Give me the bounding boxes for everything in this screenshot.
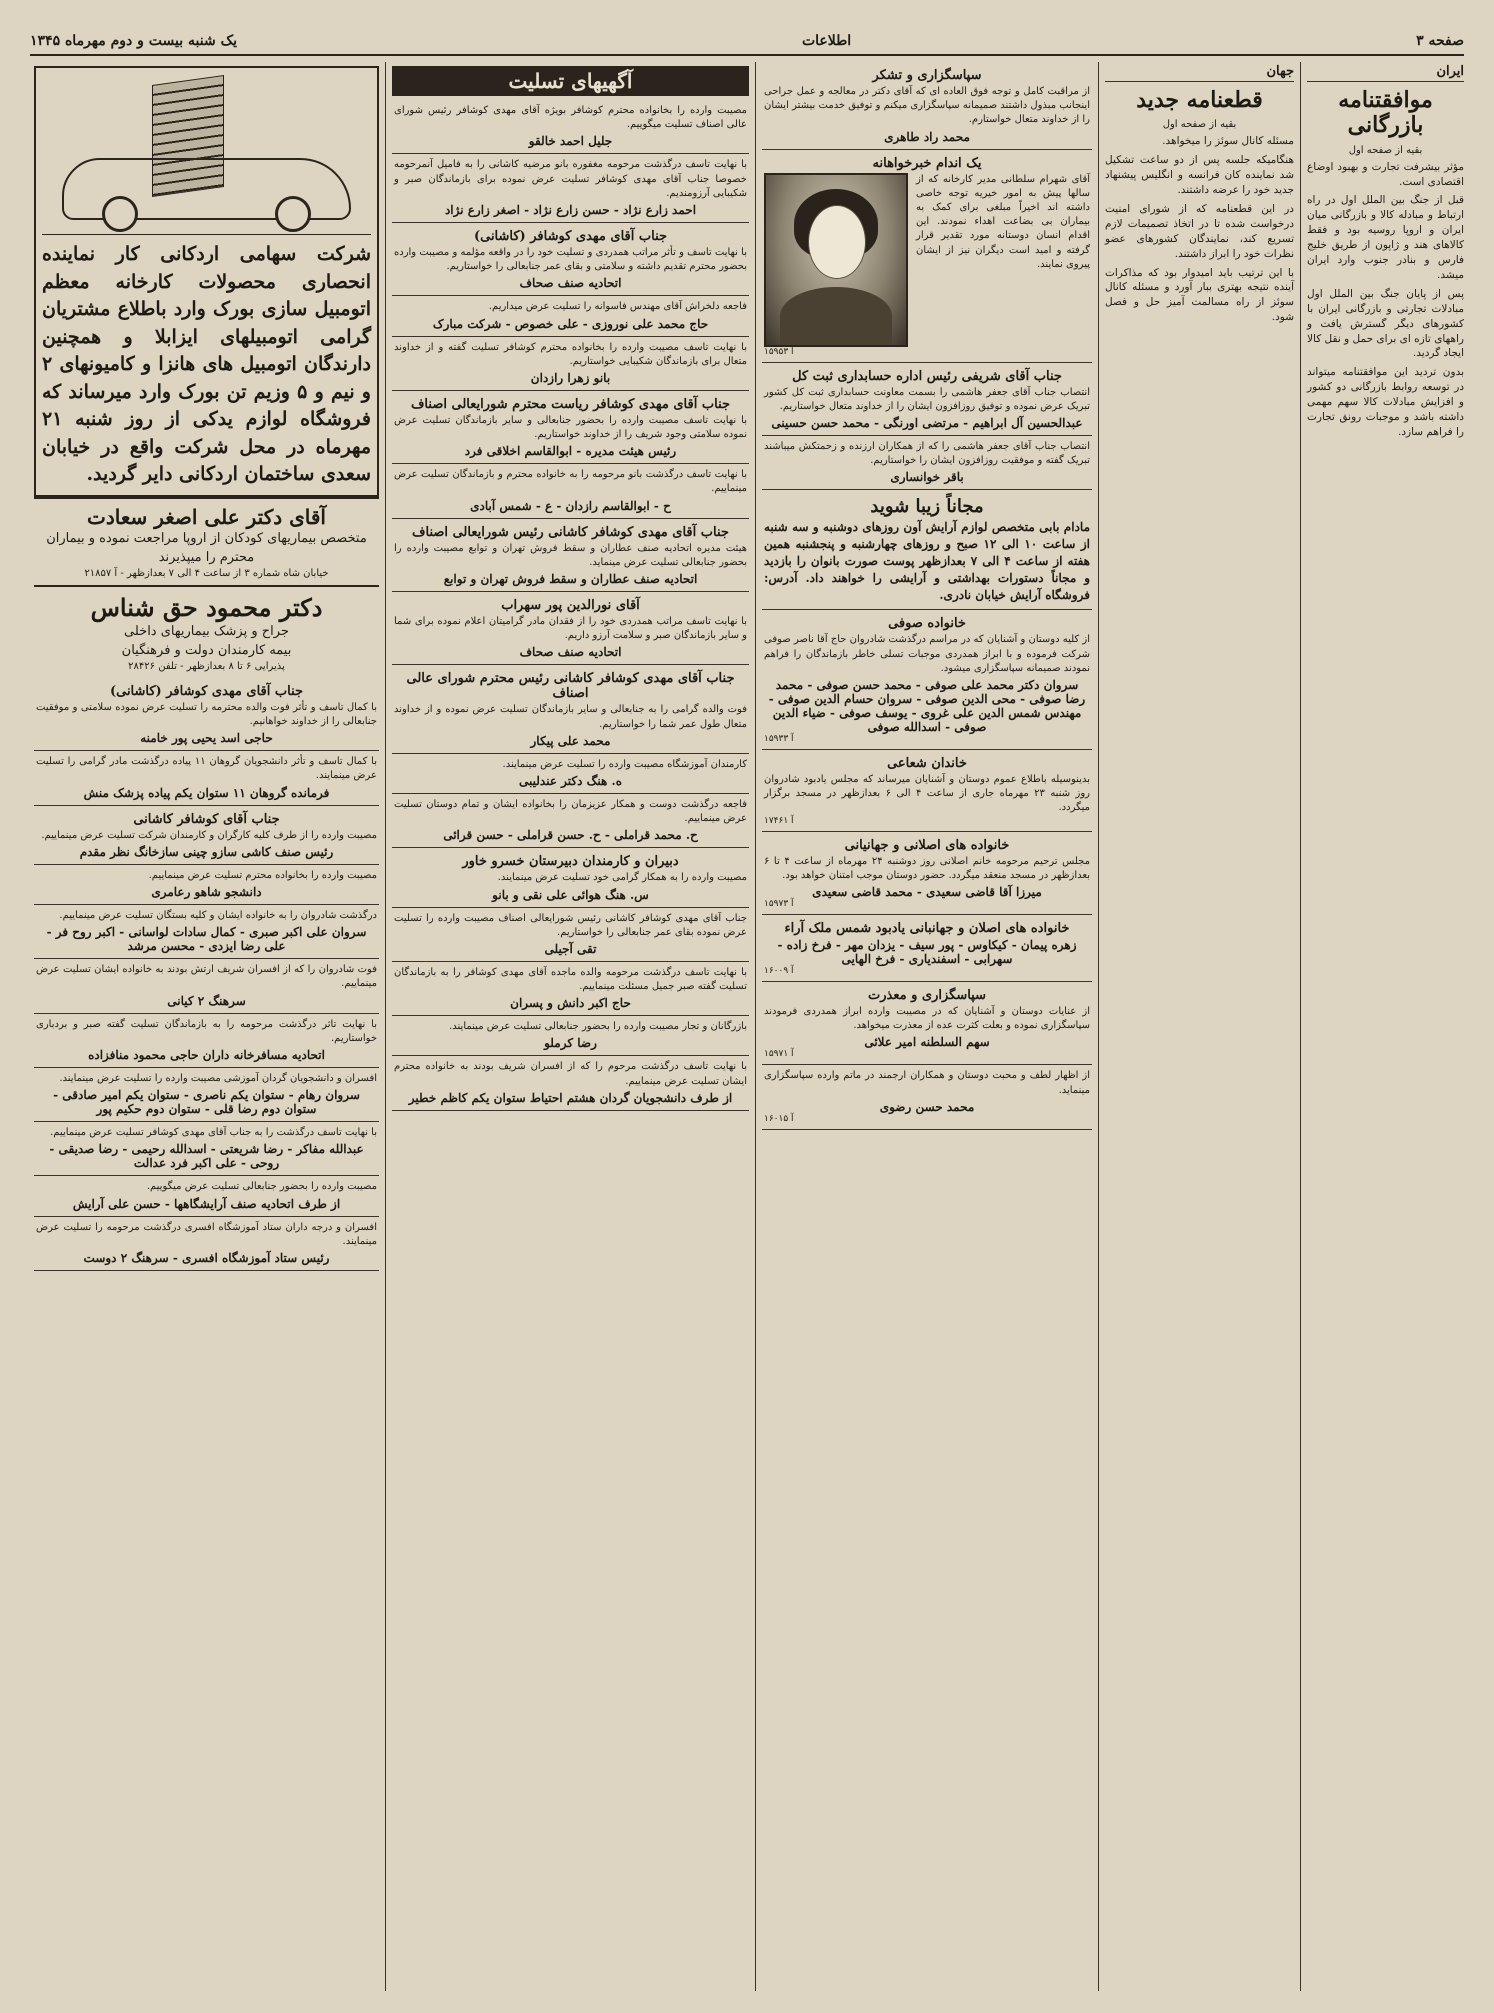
notice-text: با نهایت تاسف مراتب همدردی خود را از فقدان مادر گرامیتان اعلام نموده برای شما و سایر بازماندگان صبر و سلامت آرزو داریم. bbox=[394, 616, 747, 642]
condolence-notice bbox=[392, 908, 749, 962]
doctor-specialty: جراح و پزشک بیماریهای داخلی bbox=[124, 623, 289, 639]
notice-text: از عنایات دوستان و آشنایان که در مصیبت وارده ابراز همدردی فرمودند سپاسگزاری نموده و بعلت کثرت عده از معذرت میخواهد. bbox=[764, 1005, 1090, 1032]
notice-heading: خاندان شعاعی bbox=[887, 756, 967, 772]
notice-signature: سهم السلطنه امیر علائی bbox=[864, 1035, 990, 1050]
feature-article bbox=[762, 150, 1092, 363]
thanks-notice bbox=[762, 62, 1092, 150]
notice-signature: رئیس ستاد آموزشگاه افسری - سرهنگ ۲ دوست bbox=[83, 1250, 330, 1265]
notice-signature: عبدالحسین آل ابراهیم - مرتضی اورنگی - محمد حسن حسینی bbox=[771, 415, 1083, 430]
notice-signature: احمد زارع نژاد - حسن زارع نژاد - اصغر زارع نژاد bbox=[444, 202, 697, 217]
notice-heading: خانواده صوفی bbox=[888, 616, 966, 632]
condolence-notice bbox=[34, 1068, 379, 1122]
notice-signature: فرمانده گروهان ۱۱ ستوان یکم پیاده پزشک منش bbox=[83, 785, 330, 800]
family-notice bbox=[762, 610, 1092, 750]
notice-signature: میرزا آقا قاضی سعیدی - محمد قاضی سعیدی bbox=[812, 884, 1042, 899]
ads-column bbox=[28, 62, 385, 1991]
condolence-notice bbox=[34, 806, 379, 865]
family-notice bbox=[762, 750, 1092, 832]
condolence-notice bbox=[392, 337, 749, 391]
article-paragraph: در این قطعنامه که از شورای امنیت درخواست شده تا در اتخاذ تصمیمات لازم تسریع کند، نمایندگان کشورهای عضو نظرات خود را ابراز داشتند. bbox=[1105, 202, 1294, 260]
condolence-notice bbox=[34, 1014, 379, 1068]
notice-heading: جناب آقای کوشافر کاشانی bbox=[133, 811, 280, 827]
condolence-notice bbox=[392, 100, 749, 154]
ad-code: آ ۱۷۴۶۱ bbox=[764, 815, 794, 826]
doctor-name: آقای دکتر علی اصغر سعادت bbox=[87, 504, 326, 529]
feature-heading: یک اندام خبرخواهانه bbox=[872, 155, 982, 171]
notice-signature: اتحادیه صنف صحاف bbox=[519, 276, 622, 291]
condolence-notice bbox=[34, 1122, 379, 1176]
notice-signature: اتحادیه مسافرخانه داران حاجی محمود منافزاده bbox=[88, 1047, 325, 1062]
condolence-notice bbox=[34, 865, 379, 905]
condolence-notice bbox=[392, 391, 749, 464]
notice-signature: محمد علی پیکار bbox=[530, 733, 611, 748]
notice-signature: دانشجو شاهو رعامری bbox=[151, 885, 262, 900]
wheel-icon bbox=[275, 196, 311, 232]
article-paragraph: مسئله کانال سوئز را میخواهد. bbox=[1162, 135, 1294, 148]
notice-signature: عبدالله مفاکر - رضا شریعتی - اسدالله رحیمی - رضا صدیقی - روحی - علی اکبر فرد عدالت bbox=[49, 1142, 364, 1171]
section-label: ایران bbox=[1307, 62, 1464, 82]
notice-signature: سروان رهام - ستوان یکم ناصری - ستوان یکم امیر صادقی - ستوان دوم رضا قلی - ستوان دوم حکیم پور bbox=[53, 1088, 360, 1117]
masthead: اطلاعات bbox=[801, 33, 852, 49]
ad-code: آ ۱۵۹۳۳ bbox=[764, 734, 794, 745]
notice-signature: جلیل احمد خالقو bbox=[528, 134, 613, 149]
notice-heading: خانواده های اصلانی و جهانیانی bbox=[844, 837, 1010, 853]
thanks-notice bbox=[762, 1065, 1092, 1129]
notice-signature: بانو زهرا رازدان bbox=[530, 370, 611, 385]
notice-text: با نهایت تاثر درگذشت مرحومه را به بازماندگان تسلیت گفته صبر و بردباری خواستاریم. bbox=[36, 1018, 377, 1044]
doctor-hours: خیابان شاه شماره ۳ از ساعت ۴ الی ۷ بعدازظهر - آ ۲۱۸۵۷ bbox=[84, 567, 329, 579]
article-headline: موافقتنامه بازرگانی bbox=[1338, 87, 1433, 139]
doctor-specialty: متخصص بیماریهای کودکان از اروپا مراجعت نموده و بیماران محترم را میپذیرند bbox=[46, 530, 367, 566]
notice-signature: محمد راد طاهری bbox=[884, 129, 970, 144]
notice-text: از مراقبت کامل و توجه فوق العاده ای که آقای دکتر در معالجه و عمل جراحی اینجانب مبذول داشتند صمیمانه سپاسگزاری میکنم و توفیق خدمت بیشتر ایشان را از خداوند متعال خواستارم. bbox=[764, 86, 1090, 126]
condolence-notice bbox=[392, 464, 749, 518]
condolence-notice bbox=[392, 962, 749, 1016]
notice-signature: ه. هنگ دکتر عندلیبی bbox=[519, 773, 622, 788]
condolence-notice bbox=[392, 754, 749, 794]
notice-text: کارمندان آموزشگاه مصیبت وارده را تسلیت عرض مینمایند. bbox=[502, 758, 747, 770]
notice-text: فاجعه درگذشت دوست و همکار عزیزمان را بخانواده ایشان و تمام دوستان تسلیت عرض مینماییم. bbox=[394, 798, 747, 825]
notice-heading: خانواده های اصلان و جهانبانی یادبود شمس ملک آراء bbox=[784, 920, 1070, 936]
article-continuation: بقیه از صفحه اول bbox=[1162, 119, 1237, 131]
notice-text: مصیبت وارده را به همکار گرامی خود تسلیت عرض مینمایند. bbox=[497, 872, 747, 884]
notice-text: مصیبت وارده را بخانواده محترم تسلیت عرض مینماییم. bbox=[148, 869, 377, 881]
notice-signature: ح - ابوالقاسم رازدان - ع - شمس آبادی bbox=[470, 498, 671, 513]
portrait-photo bbox=[764, 173, 908, 347]
condolence-notice bbox=[34, 905, 379, 959]
notice-text: فوت شادروان را که از افسران شریف ارتش بودند به خانواده ایشان تسلیت عرض مینماییم. bbox=[36, 964, 377, 990]
doctor-insurance: بیمه کارمندان دولت و فرهنگیان bbox=[121, 643, 292, 659]
issue-date: یک شنبه بیست و دوم مهرماه ۱۳۴۵ bbox=[30, 33, 238, 49]
condolence-notice bbox=[34, 1217, 379, 1271]
notice-heading: جناب آقای شریفی رئیس اداره حسابداری ثبت کل bbox=[792, 368, 1062, 384]
ad-code: آ ۱۶۰۱۵ bbox=[764, 1113, 794, 1124]
notice-text: بدینوسیله باطلاع عموم دوستان و آشنایان میرساند که مجلس یادبود شادروان روز شنبه ۲۳ مهرماه جاری از ساعت ۴ الی ۶ بعدازظهر در مسجد برگزار میگردد. bbox=[764, 774, 1090, 814]
condolence-notice bbox=[392, 154, 749, 223]
notice-text: با نهایت تاسف و تأثر مراتب همدردی و تسلیت خود را در واقعه مؤلمه و مصیبت وارده بحضور محترم تقدیم داشته و سلامتی و بقای عمر جنابعالی را خواستاریم. bbox=[394, 246, 747, 273]
notice-text: با نهایت تاسف درگذشت مرحومه والده ماجده آقای مهدی کوشافر را به بازماندگان تسلیت گفته صبر جمیل مسئلت مینماییم. bbox=[394, 966, 747, 993]
iran-column bbox=[1300, 62, 1470, 1991]
notice-text: فاجعه دلخراش آقای مهندس فاسوانه را تسلیت عرض میداریم. bbox=[488, 301, 747, 313]
appointment-notice bbox=[762, 363, 1092, 436]
notice-text: با نهایت تاسف درگذشت مرحوم را که از افسران شریف بودند به خانواده محترم ایشان تسلیت عرض مینماییم. bbox=[394, 1061, 747, 1087]
condolence-notice bbox=[392, 223, 749, 296]
page-header bbox=[30, 28, 1464, 56]
notice-text: انتصاب جناب آقای جعفر هاشمی را که از همکاران ارزنده و زحمتکش میباشند تبریک گفته و موفقیت روزافزون ایشان را خواستاریم. bbox=[764, 440, 1090, 467]
article-headline: قطعنامه جدید bbox=[1136, 87, 1263, 113]
world-column bbox=[1098, 62, 1300, 1991]
ads-notice-list bbox=[34, 678, 379, 1271]
notice-text: از اظهار لطف و محبت دوستان و همکاران ارجمند در ماتم وارده سپاسگزاری مینماید. bbox=[764, 1070, 1090, 1096]
notice-text: انتصاب جناب آقای جعفر هاشمی را بسمت معاونت حسابداری ثبت کل کشور تبریک عرض نموده و توفیق روزافزون ایشان را از خداوند متعال خواستاریم. bbox=[764, 386, 1090, 412]
notice-heading: جناب آقای مهدی کوشافر (کاشانی) bbox=[109, 683, 304, 699]
condolence-notice bbox=[34, 751, 379, 805]
notice-text: جناب آقای مهدی کوشافر کاشانی رئیس شورایعالی اصناف مصیبت وارده را تسلیت عرض نموده بقای عمر جنابعالی را خواستاریم. bbox=[394, 912, 747, 938]
notice-signature: محمد حسن رضوی bbox=[879, 1099, 975, 1114]
condolence-notice bbox=[34, 1176, 379, 1216]
wheel-icon bbox=[102, 196, 138, 232]
section-title: آگهیهای تسلیت bbox=[392, 66, 749, 96]
article-paragraph: پس از پایان جنگ بین الملل اول مبادلات تجارتی و بازرگانی ایران با کشورهای دیگر گسترش یافت و راههای تازه ای برای حمل و نقل کالا ایجاد گردید. bbox=[1307, 287, 1464, 360]
notice-text: با کمال تاسف و تأثر فوت والده محترمه را تسلیت عرض نموده سلامتی و موفقیت جنابعالی را از خداوند خواهانیم. bbox=[36, 701, 377, 728]
appointment-notice bbox=[762, 436, 1092, 490]
notice-heading: جناب آقای مهدی کوشافر کاشانی رئیس محترم شورای عالی اصناف bbox=[406, 671, 735, 702]
notice-signature: از طرف اتحادیه صنف آرایشگاهها - حسن علی آرایش bbox=[72, 1196, 341, 1211]
notice-text: با نهایت تاسف درگذشت بانو مرحومه را به خانواده محترم و بازماندگان تسلیت عرض مینماییم. bbox=[394, 469, 747, 495]
article-paragraph: مؤثر بیشرفت تجارت و بهبود اوضاع اقتصادی است. bbox=[1307, 160, 1464, 188]
notice-text: فوت والده گرامی را به جنابعالی و سایر بازماندگان تسلیت عرض نموده و از خداوند متعال طول عمر شما را خواستاریم. bbox=[394, 704, 747, 730]
notice-text: با نهایت تاسف مصیبت وارده را بخانواده محترم کوشافر تسلیت گفته و از خداوند متعال برای بازماندگان شکیبایی خواستاریم. bbox=[394, 341, 747, 367]
notice-signature: س. هنگ هوائی علی نقی و بانو bbox=[492, 887, 649, 902]
notice-text: با کمال تاسف و تأثر دانشجویان گروهان ۱۱ پیاده درگذشت مادر گرامی را تسلیت عرض مینمایند. bbox=[36, 756, 377, 782]
notice-signature: سرهنگ ۲ کیانی bbox=[167, 993, 246, 1008]
notice-signature: حاجی اسد یحیی پور خامنه bbox=[140, 731, 273, 746]
notice-heading: دبیران و کارمندان دبیرستان خسرو خاور bbox=[462, 854, 679, 870]
article-paragraph: هنگامیکه جلسه پس از دو ساعت تشکیل شد نماینده کان فرانسه و انگلیس پیشنهاد جدید خود را عرضه داشتند. bbox=[1105, 154, 1294, 197]
notice-signature: سروان علی اکبر صبری - کمال سادات لواسانی - اکبر روح فر - علی رضا ایزدی - محسن مرشد bbox=[46, 925, 367, 954]
notice-signature: سروان دکتر محمد علی صوفی - محمد حسن صوفی - محمد رضا صوفی - محی الدین صوفی - سروان حسام الدین صوفی - مهندس شمس الدین علی غروی - یوسف صوفی - ضیاء الدین صوفی - اسدالله صوفی bbox=[768, 678, 1086, 735]
condolence-list bbox=[392, 100, 749, 1111]
condolence-notice bbox=[392, 592, 749, 665]
condolence-notice bbox=[392, 1056, 749, 1110]
notice-signature: حاج محمد علی نوروزی - علی خصوص - شرکت مبارک bbox=[432, 316, 709, 331]
doctor-name: دکتر محمود حق شناس bbox=[90, 592, 323, 622]
notice-signature: رضا کرملو bbox=[544, 1036, 597, 1051]
notice-signature: اتحادیه صنف عطاران و سقط فروش تهران و توابع bbox=[443, 572, 698, 586]
notice-text: افسران و دانشجویان گردان آموزشی مصیبت وارده را تسلیت عرض مینمایند. bbox=[59, 1072, 377, 1084]
condolence-notice bbox=[392, 1016, 749, 1056]
ad-text: مادام بابی متخصص لوازم آرایش آون روزهای دوشنبه و سه شنبه از ساعت ۱۰ الی ۱۲ صبح و روزهای چهارشنبه و پنجشنبه همین هفته از ساعت ۴ الی ۷ بعدازظهر پوست صورت بانوان را بازدید و مجاناً دستورات بهداشتی و آرایشی را خواهند داد. آدرس: فروشگاه آرایش خیابان نادری. bbox=[764, 520, 1090, 603]
notice-signature: اتحادیه صنف صحاف bbox=[519, 645, 622, 660]
notice-signature: از طرف دانشجویان گردان هشتم احتیاط ستوان یکم کاظم خطیر bbox=[408, 1090, 733, 1105]
article-continuation: بقیه از صفحه اول bbox=[1348, 144, 1423, 156]
notice-heading: آقای نورالدین پور سهراب bbox=[501, 598, 640, 613]
article-paragraph: قبل از جنگ بین الملل اول در راه ارتباط و مبادله کالا و بازرگانی میان ایران و اروپا روسیه بود و فقط کالاهای هند و ژاپون از طریق خلیج فارس و بنادر جنوب وارد ایران میشد. bbox=[1307, 194, 1464, 281]
notice-text: از کلیه دوستان و آشنایان که در مراسم درگذشت شادروان حاج آقا ناصر صوفی شرکت فرموده و با ابراز همدردی موجبات تسلی خاطر بازماندگان را فراهم نمودند صمیمانه سپاسگزاری میشود. bbox=[764, 634, 1090, 674]
ad-code: آ ۱۵۹۷۱ bbox=[764, 1049, 794, 1060]
notice-text: مجلس ترحیم مرحومه خانم اصلانی روز دوشنبه ۲۴ مهرماه از ساعت ۴ تا ۶ بعدازظهر در مسجد منعقد میگردد. حضور دوستان موجب امتنان خواهد بود. bbox=[764, 855, 1090, 881]
condolence-notice bbox=[392, 848, 749, 907]
notice-heading: جناب آقای مهدی کوشافر ریاست محترم شورایعالی اصناف bbox=[410, 396, 731, 412]
notice-signature: حاج اکبر دانش و پسران bbox=[510, 996, 631, 1011]
ad-code: آ ۱۶۰۰۹ bbox=[764, 965, 794, 976]
notice-signature: رئیس هیئت مدیره - ابوالقاسم اخلاقی فرد bbox=[464, 444, 677, 459]
notice-heading: جناب آقای مهدی کوشافر (کاشانی) bbox=[473, 228, 668, 244]
notice-text: با نهایت تاسف درگذشت مرحومه مغفوره بانو مرضیه کاشانی را به فامیل آنمرحومه خصوصا جناب آقای مهدی کوشافر تسلیت عرض نموده برای بازماندگان صبر و شکیبایی آرزومندیم. bbox=[394, 159, 747, 199]
notice-signature: رئیس صنف کاشی سازو چینی سازخانگ نظر مقدم bbox=[79, 844, 334, 859]
notice-heading: جناب آقای مهدی کوشافر کاشانی رئیس شورایعالی اصناف bbox=[412, 524, 729, 540]
ad-heading: مجاناً زیبا شوید bbox=[870, 496, 984, 518]
family-notice bbox=[762, 915, 1092, 982]
notice-text: بازرگانان و تجار مصیبت وارده را بحضور جنابعالی تسلیت عرض مینمایند. bbox=[449, 1021, 747, 1033]
article-paragraph: با این ترتیب باید امیدوار بود که مذاکرات آینده نتیجه بهتری ببار آورد و مسئله کانال سوئز از راه مسالمت آمیز حل و فصل شود. bbox=[1105, 266, 1294, 324]
ad-code: آ ۱۵۹۵۳ bbox=[764, 346, 794, 357]
family-notice bbox=[762, 832, 1092, 915]
thanks-notice bbox=[762, 982, 1092, 1065]
condolence-notice bbox=[392, 296, 749, 336]
notice-heading: سپاسگزاری و معذرت bbox=[868, 987, 986, 1003]
car-illustration bbox=[42, 74, 371, 235]
notice-text: مصیبت وارده را بحضور جنابعالی تسلیت عرض میگوییم. bbox=[146, 1181, 377, 1193]
notice-text: با نهایت تاسف مصیبت وارده را بحضور جنابعالی و سایر بازماندگان تسلیت عرض نموده سلامتی وجود شریف را از خداوند خواستاریم. bbox=[394, 414, 747, 441]
notice-signature: تقی آجیلی bbox=[544, 941, 597, 956]
beauty-ad bbox=[762, 490, 1092, 610]
feature-text: آقای شهرام سلطانی مدیر کارخانه که از سالها پیش به امور خیریه توجه خاصی داشته اند اخیراً مبلغی برای کمک به بیماران بی بضاعت اهداء نمودند. این اقدام انسان دوستانه مورد تقدیر قرار گرفته و امید است دیگران نیز از ایشان پیروی نمایند. bbox=[916, 173, 1090, 270]
notice-signature: باقر خوانساری bbox=[890, 470, 964, 485]
notice-text: افسران و درجه داران ستاد آموزشگاه افسری درگذشت مرحومه را تسلیت عرض مینمایند. bbox=[36, 1221, 377, 1247]
doctor-hours: پذیرایی ۶ تا ۸ بعدازظهر - تلفن ۲۸۴۲۶ bbox=[128, 660, 285, 672]
car-dealer-ad bbox=[34, 66, 379, 497]
middle-column bbox=[755, 62, 1098, 1991]
doctor-ad bbox=[34, 585, 379, 678]
ad-code: آ ۱۵۹۷۳ bbox=[764, 898, 794, 909]
notice-text: با نهایت تاسف درگذشت را به جناب آقای مهدی کوشافر تسلیت عرض مینماییم. bbox=[50, 1127, 377, 1139]
condolence-notice bbox=[392, 794, 749, 848]
notice-heading: سپاسگزاری و تشکر bbox=[872, 68, 982, 83]
car-ad-text: شرکت سهامی اردکانی کار نماینده انحصاری محصولات کارخانه معظم اتومبیل سازی بورک وارد باطلاع مشتریان گرامی اتومبیلهای ایزابلا و همچنین دارندگان اتومبیل های هانزا و کامیونهای ۲ و نیم و ۵ وزیم تن بورک وارد میرساند که فروشگاه لوازم یدکی از روز شنبه ۲۱ مهرماه در محل شرکت واقع در خیابان سعدی ساختمان اردکانی دایر گردید. bbox=[42, 243, 371, 486]
condolences-column bbox=[385, 62, 755, 1991]
condolence-notice bbox=[34, 959, 379, 1013]
article-paragraph: بدون تردید این موافقتنامه میتواند در توسعه روابط بازرگانی دو کشور و افزایش مبادلات کالا سهم مهمی داشته باشد و موجبات رونق تجارت را فراهم سازد. bbox=[1307, 366, 1464, 438]
condolence-notice bbox=[392, 665, 749, 753]
notice-signature: زهره پیمان - کیکاوس - پور سیف - یزدان مهر - فرخ زاده - سهرابی - اسفندیاری - فرخ الهایی bbox=[777, 937, 1077, 966]
notice-text: درگذشت شادروان را به خانواده ایشان و کلیه بستگان تسلیت عرض مینماییم. bbox=[59, 910, 377, 922]
notice-signature: ح. محمد قراملی - ح. حسن قراملی - حسن قرائی bbox=[443, 828, 698, 843]
section-label: جهان bbox=[1105, 62, 1294, 82]
condolence-notice bbox=[34, 678, 379, 751]
page-number: صفحه ۳ bbox=[1416, 33, 1464, 49]
condolence-notice bbox=[392, 519, 749, 592]
doctor-ad bbox=[34, 497, 379, 585]
notice-text: هیئت مدیره اتحادیه صنف عطاران و سقط فروش تهران و توابع مصیبت وارده را بحضور جنابعالی تسلیت عرض مینماید. bbox=[394, 542, 747, 568]
notice-text: مصیبت وارده را از طرف کلیه کارگران و کارمندان شرکت تسلیت عرض مینماییم. bbox=[41, 829, 377, 841]
notice-text: مصیبت وارده را بخانواده محترم کوشافر بویژه آقای مهدی کوشافر رئیس شورای عالی اصناف تسلیت میگوییم. bbox=[394, 105, 747, 131]
